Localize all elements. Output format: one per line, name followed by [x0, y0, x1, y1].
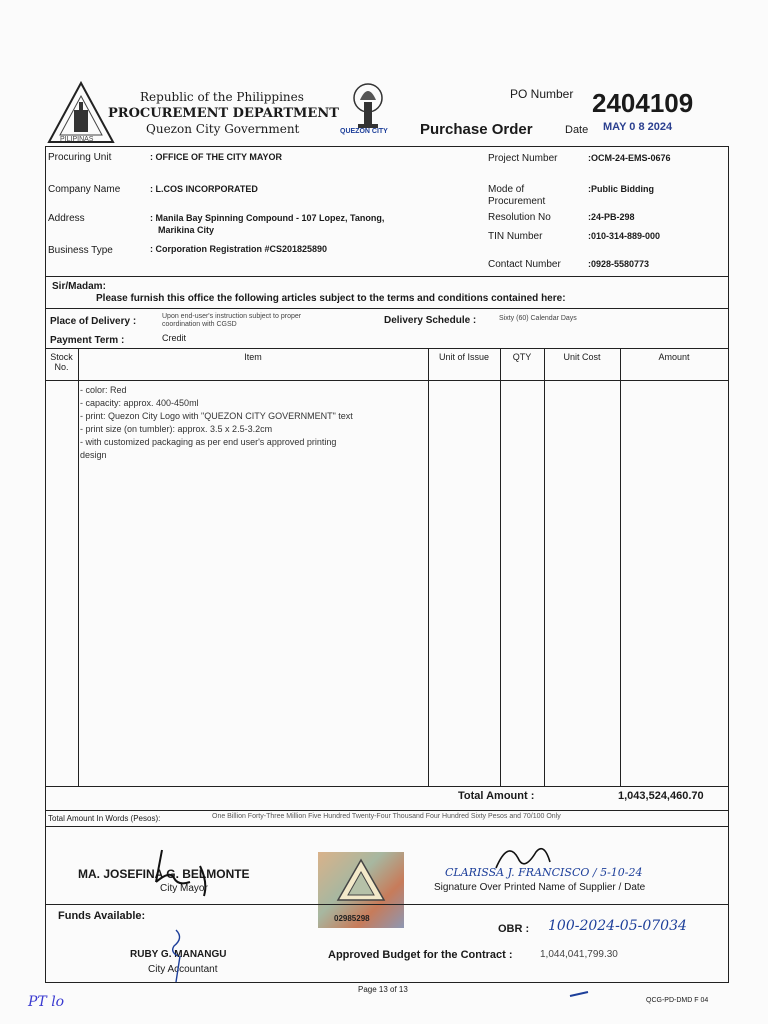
header-item: Item [244, 352, 262, 362]
col-divider-1 [78, 348, 79, 786]
abc-value: 1,044,041,799.30 [540, 949, 618, 960]
tin-value: :010-314-889-000 [588, 231, 661, 241]
item-line: - capacity: approx. 400-450ml [80, 398, 199, 408]
department-title: PROCUREMENT DEPARTMENT [108, 106, 339, 121]
procuring-unit-label: Procuring Unit [48, 152, 112, 163]
col-divider-3 [500, 348, 501, 786]
header-amount: Amount [658, 352, 690, 362]
table-bottom-line [45, 786, 729, 787]
po-label: PO Number [510, 87, 574, 101]
obr-label: OBR : [498, 923, 530, 935]
header-unit-of-issue: Unit of Issue [438, 352, 490, 362]
accountant-title: City Accountant [148, 964, 218, 975]
salutation-instruction: Please furnish this office the following articles subject to the terms and conditions contained here: [96, 293, 566, 304]
accountant-name: RUBY G. MANANGU [130, 949, 227, 960]
mode-value: :Public Bidding [588, 184, 654, 194]
place-of-delivery-value-line1: Upon end-user's instruction subject to proper [162, 313, 302, 320]
pen-mark-icon [568, 986, 592, 1000]
frame-left [45, 146, 46, 982]
date-stamp: MAY 0 8 2024 [603, 121, 673, 133]
col-divider-2 [428, 348, 429, 786]
seal-text: PILIPINAS [60, 136, 94, 143]
address-value-line2: Marikina City [158, 225, 215, 235]
item-line: design [80, 450, 107, 460]
procuring-unit-value: : OFFICE OF THE CITY MAYOR [150, 152, 283, 162]
po-number: 2404109 [592, 88, 694, 118]
salutation-greeting: Sir/Madam: [52, 281, 106, 292]
date-label: Date [565, 124, 589, 136]
document-title: Purchase Order [420, 121, 533, 138]
amount-in-words-label: Total Amount In Words (Pesos): [48, 814, 161, 823]
tin-label: TIN Number [488, 231, 543, 242]
contact-value: :0928-5580773 [588, 259, 650, 269]
supplier-signature-icon [488, 838, 558, 888]
table-header-bottom-line [45, 380, 729, 381]
item-line: - with customized packaging as per end user's approved printing [80, 437, 337, 447]
obr-value-handwritten: 100-2024-05-07034 [548, 918, 687, 934]
divider-after-salutation [45, 308, 729, 309]
accountant-signature-icon [166, 926, 196, 986]
stamp-number: 02985298 [334, 914, 370, 923]
col-divider-4 [544, 348, 545, 786]
mode-label-line1: Mode of [488, 184, 525, 195]
divider-after-total [45, 810, 729, 811]
mayor-signature-icon [150, 842, 230, 898]
contact-label: Contact Number [488, 259, 561, 270]
mayor-name: MA. JOSEFINA G. BELMONTE [78, 867, 250, 881]
funds-available-label: Funds Available: [58, 910, 146, 922]
divider-after-words [45, 826, 729, 827]
total-amount-label: Total Amount : [458, 790, 535, 802]
amount-in-words-value: One Billion Forty-Three Million Five Hundred Twenty-Four Thousand Four Hundred Sixty Pesos and 70/100 Only [212, 813, 561, 820]
form-code: QCG-PD-DMD F 04 [646, 997, 709, 1004]
resolution-value: :24-PB-298 [588, 212, 635, 222]
page-number: Page 13 of 13 [358, 985, 408, 994]
frame-top [45, 146, 729, 147]
stamp-seal-icon [336, 858, 386, 902]
company-name-value: : L.COS INCORPORATED [150, 184, 258, 194]
divider-after-info [45, 276, 729, 277]
company-name-label: Company Name [48, 184, 121, 195]
total-amount-value: 1,043,524,460.70 [618, 790, 704, 802]
republic-text: Republic of the Philippines [140, 90, 304, 104]
project-number-label: Project Number [488, 153, 558, 164]
mayor-title: City Mayor [160, 883, 208, 894]
mode-label-line2: Procurement [488, 196, 546, 207]
item-line: - print size (on tumbler): approx. 3.5 x 2.5-3.2cm [80, 424, 273, 434]
delivery-schedule-value: Sixty (60) Calendar Days [499, 315, 577, 322]
header-qty: QTY [512, 352, 532, 362]
delivery-schedule-label: Delivery Schedule : [384, 315, 477, 326]
security-stamp [318, 852, 404, 928]
item-line: - print: Quezon City Logo with "QUEZON CITY GOVERNMENT" text [80, 411, 353, 421]
item-line: - color: Red [80, 385, 127, 395]
place-of-delivery-label: Place of Delivery : [50, 316, 137, 327]
header-stock-no: Stock No. [50, 352, 73, 372]
col-divider-5 [620, 348, 621, 786]
address-value-line1: : Manila Bay Spinning Compound - 107 Lopez, Tanong, [150, 213, 385, 223]
business-type-value: : Corporation Registration #CS201825890 [150, 244, 328, 254]
qc-logo-text: QUEZON CITY [340, 128, 388, 135]
supplier-signature-caption: Signature Over Printed Name of Supplier / Date [434, 882, 646, 893]
resolution-label: Resolution No [488, 212, 551, 223]
supplier-name-handwritten: CLARISSA J. FRANCISCO / 5-10-24 [445, 866, 643, 879]
address-label: Address [48, 213, 85, 224]
government-text: Quezon City Government [146, 122, 300, 136]
corner-handwritten-note: PT lo [28, 994, 65, 1010]
payment-term-value: Credit [162, 333, 187, 343]
payment-term-label: Payment Term : [50, 335, 125, 346]
business-type-label: Business Type [48, 245, 113, 256]
abc-label: Approved Budget for the Contract : [328, 949, 513, 961]
frame-right [728, 146, 729, 982]
project-number-value: :OCM-24-EMS-0676 [588, 153, 671, 163]
header-unit-cost: Unit Cost [563, 352, 601, 362]
divider-before-funds [45, 904, 729, 905]
place-of-delivery-value-line2: coordination with CGSD [162, 321, 237, 328]
item-description [80, 384, 425, 462]
frame-bottom [45, 982, 729, 983]
table-top-line [45, 348, 729, 349]
